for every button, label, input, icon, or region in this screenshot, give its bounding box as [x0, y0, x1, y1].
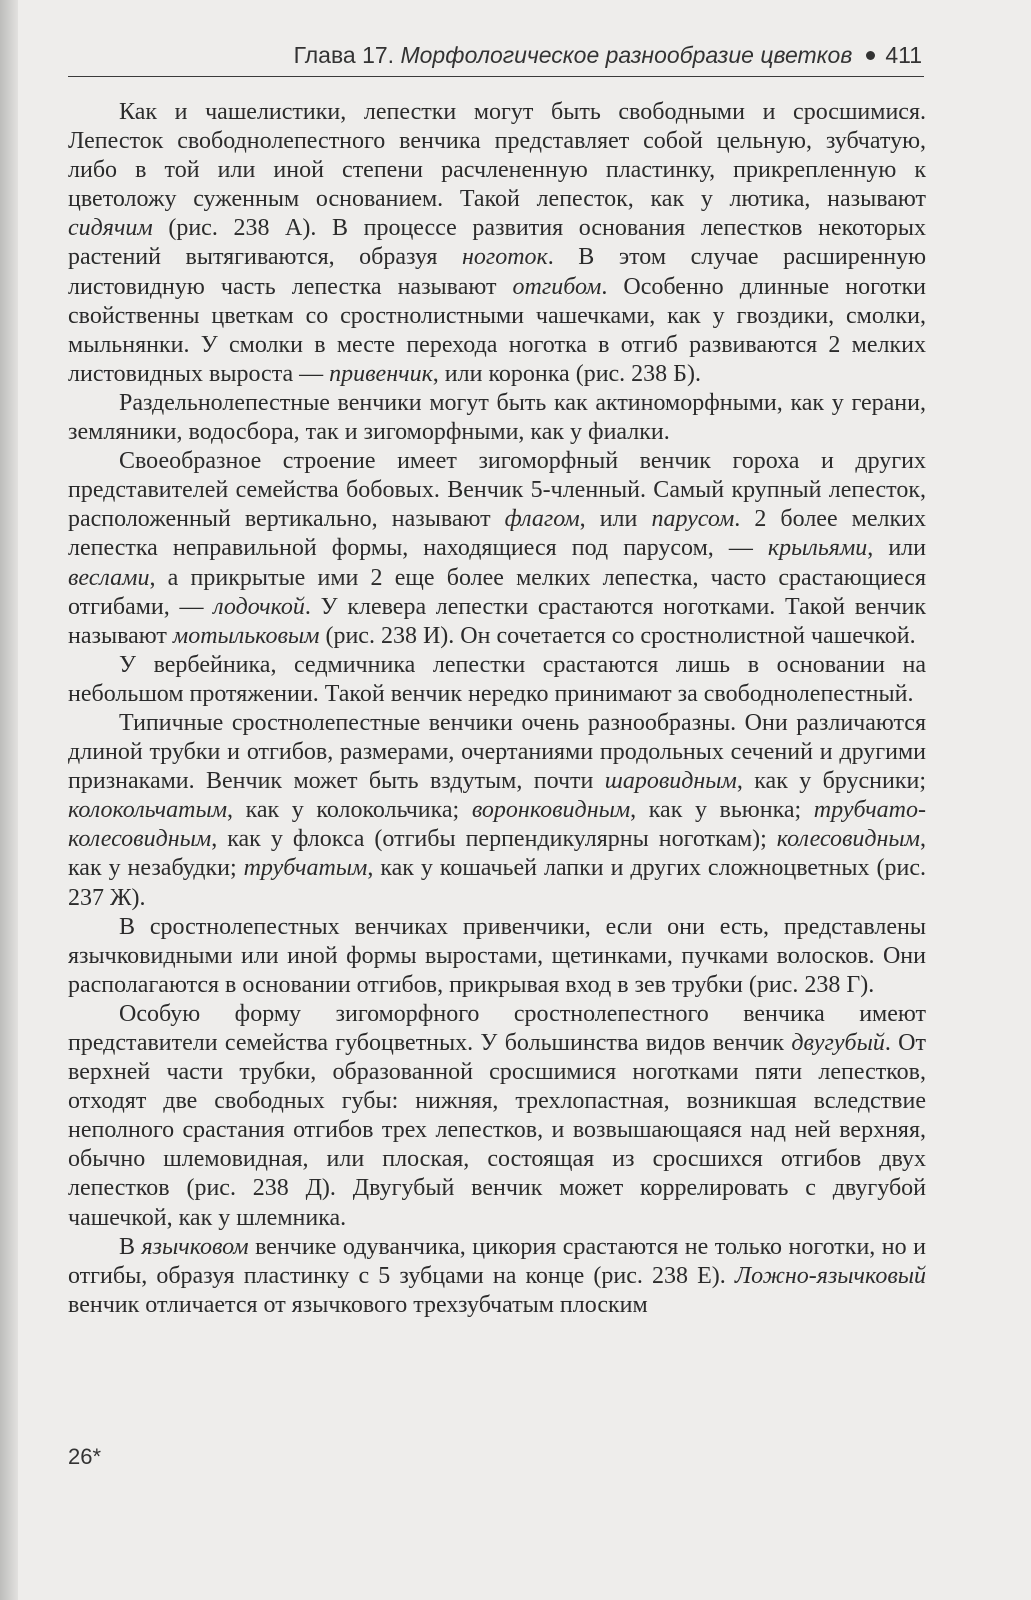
paragraph [68, 709, 926, 913]
text-run: , или [579, 506, 652, 533]
running-head-text [294, 42, 922, 69]
text-run: . Особенно длинные ноготки свойственны цветкам со сростнолистными чашечками, как у гвоздики, смолки, мыльнянки. У смолки в месте перехода ноготка в отгиб развиваются 2 мелких листовидных выроста — [68, 273, 927, 387]
text-run: Типичные сростнолепестные венчики очень разнообразны. Они различаются длиной трубки и отгибов, размерами, очертаниями продольных сечений и другими признаками. Венчик может быть вздутым, почти [68, 709, 926, 795]
italic-term: лодочкой [213, 593, 305, 620]
text-run: Раздельнолепестные венчики могут быть как актиноморфными, как у герани, земляники, водосбора, так и зигоморфными, как у фиалки. [68, 389, 926, 446]
text-run: венчик отличается от язычкового трехзубчатым плоским [68, 1291, 648, 1318]
italic-term: ноготок [461, 244, 548, 271]
italic-term: шаровидным [604, 768, 737, 795]
book-page [18, 0, 1031, 1600]
text-run: Своеобразное строение имеет зигоморфный венчик гороха и других представителей семейства бобовых. Венчик 5-членный. Самый крупный лепесток, расположенный вертикально, называют [68, 448, 926, 533]
text-run: Особую форму зигоморфного сростнолепестного венчика имеют представители семейства губоцветных. У большинства видов венчик [68, 1000, 926, 1056]
chapter-label: Глава 17. [293, 42, 395, 68]
paragraph [68, 98, 926, 389]
italic-term: веслами [68, 564, 150, 591]
italic-term: парусом [651, 506, 735, 533]
text-run: , как у флокса (отгибы перпендикулярны ноготкам); [211, 826, 777, 853]
text-run: У вербейника, седмичника лепестки срастаются лишь в основании на небольшом протяжении. Такой венчик нередко принимают за свободнолепестный. [68, 651, 926, 707]
italic-term: колесовидным [776, 826, 920, 853]
text-run: . У клевера лепестки срастаются ноготками. Такой венчик называют [68, 593, 926, 649]
bullet-separator [866, 51, 875, 60]
italic-term: двугубый [791, 1030, 885, 1056]
text-run: , как у брусники; [736, 768, 926, 795]
text-run: , как у колокольчика; [227, 797, 472, 824]
italic-term: трубчатым [243, 855, 368, 882]
text-run: венчике одуванчика, цикория срастаются не только ноготки, но и отгибы, образуя пластинку с 5 зубцами на конце (рис. 238 Е). [68, 1233, 926, 1289]
page-gutter-shadow [0, 0, 18, 1600]
text-run: . В этом случае расширенную листовидную часть лепестка называют [68, 244, 926, 300]
paragraph [68, 1233, 926, 1320]
chapter-title: Морфологическое разнообразие цветков [400, 42, 853, 68]
text-run: . От верхней части трубки, образованной сросшимися ноготками пяти лепестков, отходят две свободных губы: нижняя, трехлопастная, возникшая вследствие неполного срастания отгибов трех лепестков, и возвышающаяся над ней верхняя, обычно шлемовидная, или плоская, состоящая из сросшихся отгибов двух лепестков (рис. 238 Д). Двугубый венчик может коррелировать с двугубой чашечкой, как у шлемника. [68, 1030, 926, 1231]
paragraph [68, 389, 926, 447]
italic-term: колокольчатым [68, 797, 228, 824]
paragraph [68, 651, 926, 709]
italic-term: сидячим [68, 215, 153, 242]
text-run: (рис. 238 А). В процессе развития основания лепестков некоторых растений вытягиваются, образуя [68, 215, 926, 271]
signature-mark: 26* [68, 1444, 102, 1469]
text-run: , как у кошачьей лапки и других сложноцветных (рис. 237 Ж). [68, 855, 926, 911]
paragraph [68, 447, 926, 651]
page-number: 411 [885, 42, 922, 68]
text-run: (рис. 238 И). Он сочетается со сростнолистной чашечкой. [319, 622, 916, 649]
text-run: , как у незабудки; [68, 826, 926, 882]
italic-term: отгибом [512, 273, 602, 300]
paragraph [68, 1000, 926, 1233]
text-run: . 2 более мелких лепестка неправильной формы, находящиеся под парусом, — [68, 506, 926, 562]
italic-term: крыльями [767, 535, 868, 562]
text-run: , или коронка (рис. 238 Б). [432, 360, 701, 387]
italic-term: трубчато-колесовидным [68, 797, 926, 853]
italic-term: привенчик [329, 360, 433, 387]
italic-term: мотыльковым [172, 622, 320, 649]
text-run: Как и чашелистики, лепестки могут быть свободными и сросшимися. Лепесток свободнолепестного венчика представляет собой цельную, зубчатую, либо в той или иной степени расчлененную пластинку, прикрепленную к цветоложу суженным основанием. Такой лепесток, как у лютика, называют [68, 99, 926, 213]
italic-term: язычковом [141, 1233, 249, 1260]
text-run: В [119, 1233, 142, 1260]
italic-term: флагом [504, 506, 580, 533]
text-run: , а прикрытые ими 2 еще более мелких лепестка, часто срастающиеся отгибами, — [68, 564, 926, 620]
text-run: , как у вьюнка; [630, 797, 814, 824]
paragraph [68, 913, 926, 1000]
italic-term: воронковидным [471, 797, 631, 824]
running-head [68, 38, 924, 77]
italic-term: Ложно-язычковый [734, 1262, 926, 1289]
text-run: В сростнолепестных венчиках привенчики, если они есть, представлены язычковидными или иной формы выростами, щетинками, пучками волосков. Они располагаются в основании отгибов, прикрывая вход в зев трубки (рис. 238 Г). [68, 913, 926, 998]
body-text [68, 98, 926, 1320]
text-run: , или [867, 535, 926, 562]
